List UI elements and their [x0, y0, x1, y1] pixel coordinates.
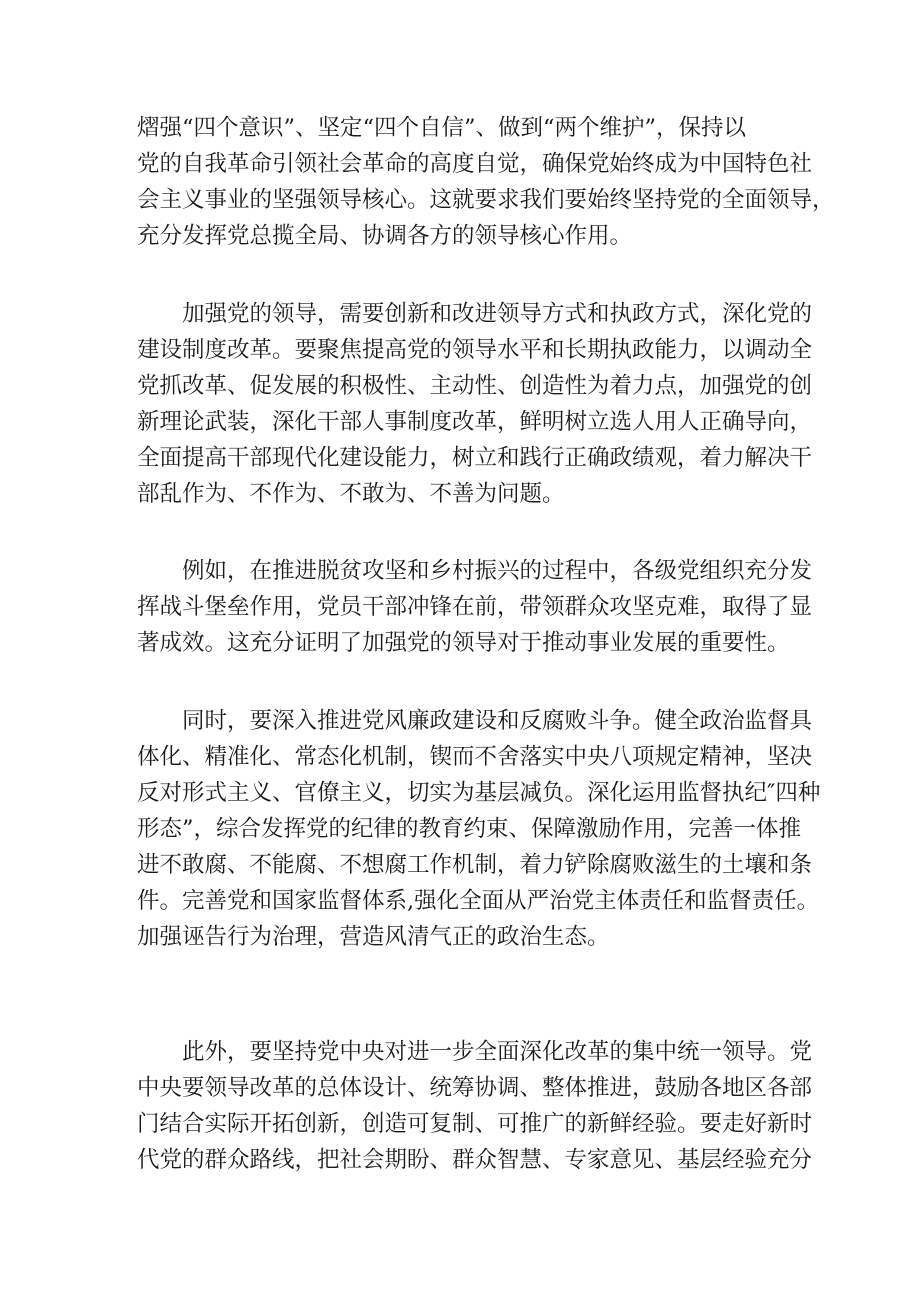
paragraph-4 [137, 703, 821, 955]
text-line: 加强党的领导，需要创新和改进领导方式和执政方式，深化党的 [182, 301, 813, 327]
text-line: 部乱作为、不作为、不敢为、不善为问题。 [137, 481, 565, 507]
text-line: 建设制度改革。要聚焦提高党的领导水平和长期执政能力，以调动全 [137, 337, 813, 363]
paragraph-1 [137, 110, 835, 254]
text-line: 加强诬告行为治理，营造风清气正的政治生态。 [137, 924, 610, 950]
text-line: 体化、精准化、常态化机制，锲而不舍落实中央八项规定精神，坚决 [137, 744, 813, 770]
text-line: 会主义事业的坚强领导核心。这就要求我们要始终坚持党的全面领导， [137, 187, 835, 213]
text-line: 挥战斗堡垒作用，党员干部冲锋在前，带领群众攻坚克难，取得了显 [137, 594, 813, 620]
text-line: 反对形式主义、官僚主义，切实为基层减负。深化运用监督执纪″四种 [137, 780, 821, 806]
text-line: 全面提高干部现代化建设能力，树立和践行正确政绩观，着力解决干 [137, 445, 813, 471]
text-line: 进不敢腐、不能腐、不想腐工作机制，着力铲除腐败滋生的土壤和条 [137, 852, 813, 878]
paragraph-3 [137, 553, 813, 661]
text-line: 代党的群众路线，把社会期盼、群众智慧、专家意见、基层经验充分 [137, 1147, 813, 1173]
paragraph-2 [137, 296, 813, 512]
text-line: 党抓改革、促发展的积极性、主动性、创造性为着力点，加强党的创 [137, 373, 813, 399]
text-line: 中央要领导改革的总体设计、统筹协调、整体推进，鼓励各地区各部 [137, 1075, 813, 1101]
text-line: 党的自我革命引领社会革命的高度自觉，确保党始终成为中国特色社 [137, 151, 813, 177]
text-line: 件。完善党和国家监督体系,强化全面从严治党主体责任和监督责任。 [137, 888, 820, 914]
text-line: 此外，要坚持党中央对进一步全面深化改革的集中统一领导。党 [182, 1039, 813, 1065]
text-line: 门结合实际开拓创新，创造可复制、可推广的新鲜经验。要走好新时 [137, 1111, 813, 1137]
paragraph-5 [137, 1034, 813, 1178]
text-line: 熠强“四个意识”、坚定“四个自信”、做到“两个维护”，保持以 [137, 115, 747, 141]
text-line: 形态”，综合发挥党的纪律的教育约束、保障激励作用，完善一体推 [137, 816, 802, 842]
text-line: 例如，在推进脱贫攻坚和乡村振兴的过程中，各级党组织充分发 [182, 558, 813, 584]
text-line: 同时，要深入推进党风廉政建设和反腐败斗争。健全政治监督具 [182, 708, 813, 734]
text-line: 新理论武装，深化干部人事制度改革，鲜明树立选人用人正确导向， [137, 409, 813, 435]
text-line: 充分发挥党总揽全局、协调各方的领导核心作用。 [137, 223, 633, 249]
text-line: 著成效。这充分证明了加强党的领导对于推动事业发展的重要性。 [137, 630, 790, 656]
